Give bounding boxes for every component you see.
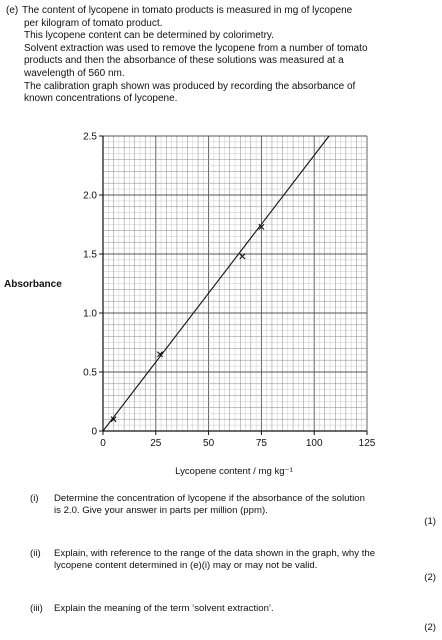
question-ii-number: (ii)	[30, 548, 41, 559]
question-iii-marks: (2)	[424, 622, 436, 633]
question-iii-number: (iii)	[30, 603, 43, 614]
intro-line-8: known concentrations of lycopene.	[24, 93, 178, 105]
intro-line-6: wavelength of 560 nm.	[24, 67, 125, 79]
y-tick-label: 0	[91, 426, 97, 438]
intro-line-7: The calibration graph shown was produced by recording the absorbance of	[24, 80, 356, 92]
y-tick-label: 1.0	[83, 308, 97, 320]
x-tick-label: 50	[203, 438, 215, 449]
x-tick-label: 25	[150, 438, 162, 449]
question-ii-line-2: lycopene content determined in (e)(i) may or may not be valid.	[54, 560, 318, 571]
x-tick-label: 0	[100, 438, 106, 449]
calibration-graph	[0, 124, 442, 486]
x-tick-label: 125	[358, 438, 376, 449]
graph-axes	[99, 136, 367, 435]
question-i-marks: (1)	[424, 516, 436, 527]
y-tick-label: 0.5	[83, 367, 97, 379]
y-axis-label: Absorbance	[4, 279, 62, 290]
intro-line-4: Solvent extraction was used to remove the lycopene from a number of tomato	[24, 42, 368, 54]
question-i-line-1: Determine the concentration of lycopene if the absorbance of the solution	[54, 493, 365, 504]
question-intro	[6, 5, 436, 106]
question-ii-marks: (2)	[424, 572, 436, 583]
question-i	[30, 493, 430, 519]
x-tick-label: 100	[305, 438, 323, 449]
y-tick-label: 1.5	[83, 249, 97, 261]
intro-line-2: per kilogram of tomato product.	[24, 17, 163, 29]
question-ii	[30, 548, 430, 574]
y-tick-label: 2.0	[83, 190, 97, 202]
intro-line-1: The content of lycopene in tomato products is measured in mg of lycopene	[22, 5, 353, 16]
question-iii-line-1: Explain the meaning of the term ‘solvent extraction’.	[54, 603, 274, 614]
intro-line-3: This lycopene content can be determined by colorimetry.	[24, 30, 274, 42]
data-point	[240, 254, 245, 259]
question-iii	[30, 603, 430, 617]
question-ii-line-1: Explain, with reference to the range of the data shown in the graph, why the	[54, 548, 376, 559]
part-label: (e)	[6, 5, 19, 16]
graph-grid	[103, 136, 367, 431]
question-i-number: (i)	[30, 493, 39, 504]
x-axis-label: Lycopene content / mg kg⁻¹	[175, 466, 293, 477]
question-i-line-2: is 2.0. Give your answer in parts per million (ppm).	[54, 505, 268, 516]
x-tick-label: 75	[255, 438, 267, 449]
y-tick-label: 2.5	[83, 131, 97, 143]
intro-line-5: products and then the absorbance of these solutions was measured at a	[24, 55, 344, 67]
